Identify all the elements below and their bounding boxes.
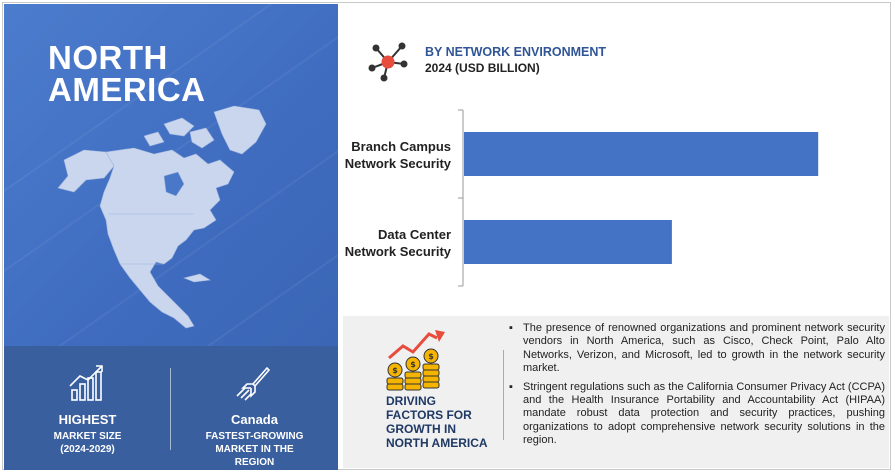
bar-0 bbox=[464, 132, 818, 176]
chart-subtitle: 2024 (USD BILLION) bbox=[425, 61, 540, 75]
bar-chart bbox=[345, 100, 875, 300]
region-panel bbox=[4, 4, 338, 470]
driving-factors-title: DRIVING FACTORS FOR GROWTH IN NORTH AMERICA bbox=[386, 394, 488, 450]
north-america-map bbox=[44, 102, 294, 342]
network-nodes-icon bbox=[368, 40, 410, 82]
rocket-launch-icon bbox=[233, 362, 275, 404]
category-label-0: Branch Campus Network Security bbox=[345, 139, 451, 171]
money-growth-icon bbox=[383, 324, 453, 396]
bar-1 bbox=[464, 220, 672, 264]
stats-bar bbox=[4, 346, 338, 470]
chart-title: BY NETWORK ENVIRONMENT bbox=[425, 45, 607, 59]
region-title-line2: AMERICA bbox=[48, 71, 206, 108]
stat-highest-caption: MARKET SIZE (2024-2029) bbox=[53, 431, 122, 455]
stat-fastest-caption: FASTEST-GROWING MARKET IN THE REGION bbox=[205, 431, 304, 468]
driving-factor-item: ▪ Stringent regulations such as the California Consumer Privacy Act (CCPA) and the Health Insurance Portability and Accountability Act (HIPAA) mandate robust data protection and security practices, pushing organizations to adopt comprehensive network security solutions in the region. bbox=[509, 381, 885, 448]
stat-highest bbox=[4, 346, 171, 470]
svg-text:$: $ bbox=[428, 352, 434, 361]
category-label-1: Data Center Network Security bbox=[345, 227, 451, 259]
growth-bar-chart-icon bbox=[66, 362, 108, 404]
region-title bbox=[48, 39, 206, 108]
driving-factor-item: ▪ The presence of renowned organizations and prominent network security vendors in North America, such as Cisco, Check Point, Palo Alto Networks, Verizon, and Microsoft, led to growth in the network security market. bbox=[509, 322, 885, 376]
region-title-line1: NORTH bbox=[48, 39, 168, 76]
drivers-divider bbox=[503, 350, 504, 440]
stat-fastest bbox=[171, 346, 338, 470]
driving-factors-list bbox=[509, 322, 885, 453]
svg-text:$: $ bbox=[392, 366, 398, 375]
driving-factors-panel bbox=[343, 316, 889, 468]
svg-text:$: $ bbox=[410, 360, 416, 369]
stat-highest-label: HIGHEST bbox=[58, 412, 117, 427]
stat-fastest-label: Canada bbox=[231, 412, 278, 427]
